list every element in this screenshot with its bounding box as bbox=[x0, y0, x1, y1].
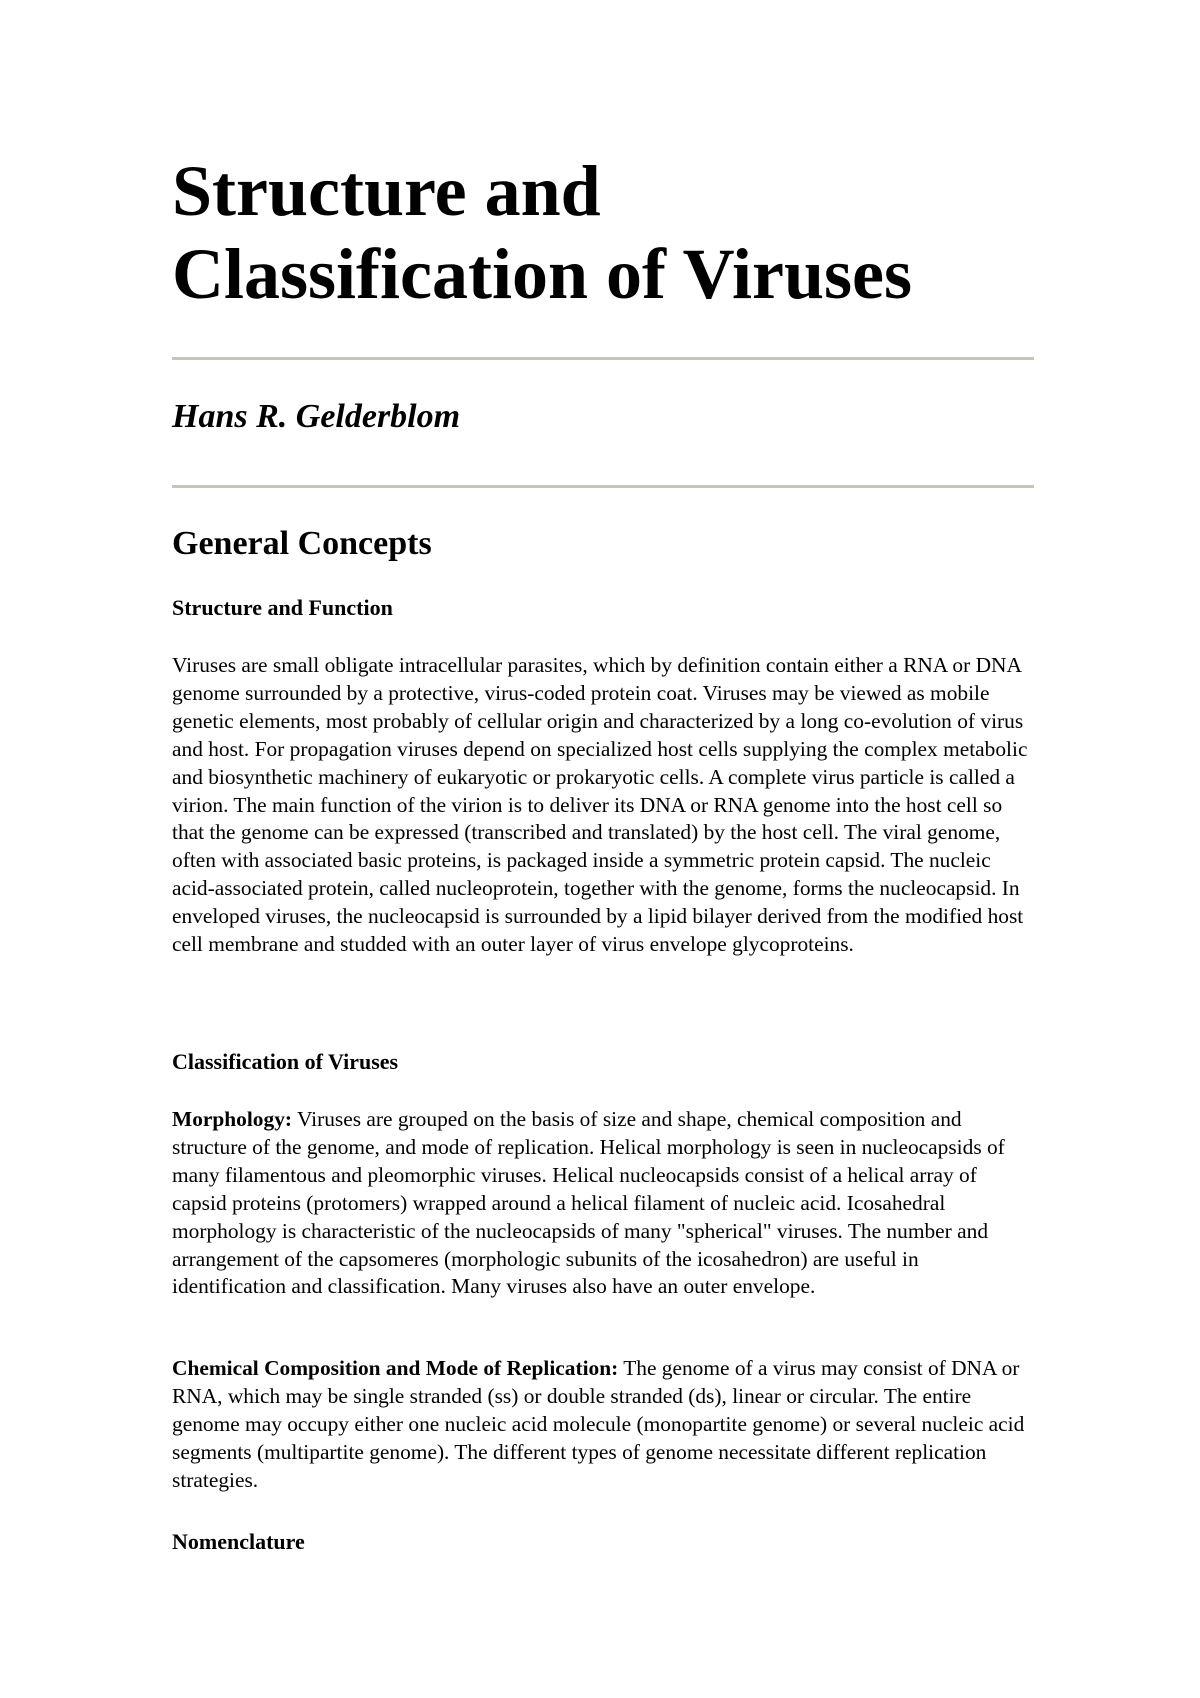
title-line-2: Classification of Viruses bbox=[172, 234, 913, 314]
subheading-nomenclature: Nomenclature bbox=[172, 1529, 305, 1554]
paragraph-text: Viruses are grouped on the basis of size and shape, chemical composition and structure of the genome, and mode of replication. Helical morphology is seen in nucleocapsids of many filamentous and pleomorphic viruses. Helical nucleocapsids consist of a helical array of capsid proteins (protomers) wrapped around a helical filament of nucleic acid. Icosahedral morphology is characteristic of the nucleocapsids of many "spherical" viruses. The number and arrangement of the capsomeres (morphologic subunits of the icosahedron) are useful in identification and classification. Many viruses also have an outer envelope. bbox=[172, 1107, 1005, 1299]
paragraph-text: Viruses are small obligate intracellular parasites, which by definition contain either a RNA or DNA genome surrounded by a protective, virus-coded protein coat. Viruses may be viewed as mobile genetic elements, most probably of cellular origin and characterized by a long co-evolution of virus and host. For propagation viruses depend on specialized host cells supplying the complex metabolic and biosynthetic machinery of eukaryotic or prokaryotic cells. A complete virus particle is called a virion. The main function of the virion is to deliver its DNA or RNA genome into the host cell so that the genome can be expressed (transcribed and translated) by the host cell. The viral genome, often with associated basic proteins, is packaged inside a symmetric protein capsid. The nucleic acid-associated protein, called nucleoprotein, together with the genome, forms the nucleocapsid. In enveloped viruses, the nucleocapsid is surrounded by a lipid bilayer derived from the modified host cell membrane and studded with an outer layer of virus envelope glycoproteins. bbox=[172, 653, 1028, 957]
horizontal-divider bbox=[172, 485, 1034, 488]
paragraph-text: The genome of a virus may consist of DNA or RNA, which may be single stranded (ss) or double stranded (ds), linear or circular. The entire genome may occupy either one nucleic acid molecule (monopartite genome) or several nucleic acid segments (multipartite genome). The different types of genome necessitate different replication strategies. bbox=[172, 1356, 1025, 1492]
paragraph-morphology bbox=[172, 1106, 1034, 1301]
paragraph-structure-and-function bbox=[172, 652, 1034, 959]
subheading-structure-and-function: Structure and Function bbox=[172, 595, 393, 620]
document-title bbox=[172, 150, 912, 316]
paragraph-lead-chemical-composition: Chemical Composition and Mode of Replication: bbox=[172, 1356, 619, 1380]
subheading-classification-of-viruses: Classification of Viruses bbox=[172, 1049, 399, 1074]
title-line-1: Structure and bbox=[172, 151, 601, 231]
horizontal-divider bbox=[172, 357, 1034, 360]
section-heading-general-concepts: General Concepts bbox=[172, 525, 432, 562]
paragraph-chemical-composition bbox=[172, 1355, 1034, 1495]
author-name: Hans R. Gelderblom bbox=[172, 398, 461, 435]
paragraph-lead-morphology: Morphology: bbox=[172, 1107, 293, 1131]
